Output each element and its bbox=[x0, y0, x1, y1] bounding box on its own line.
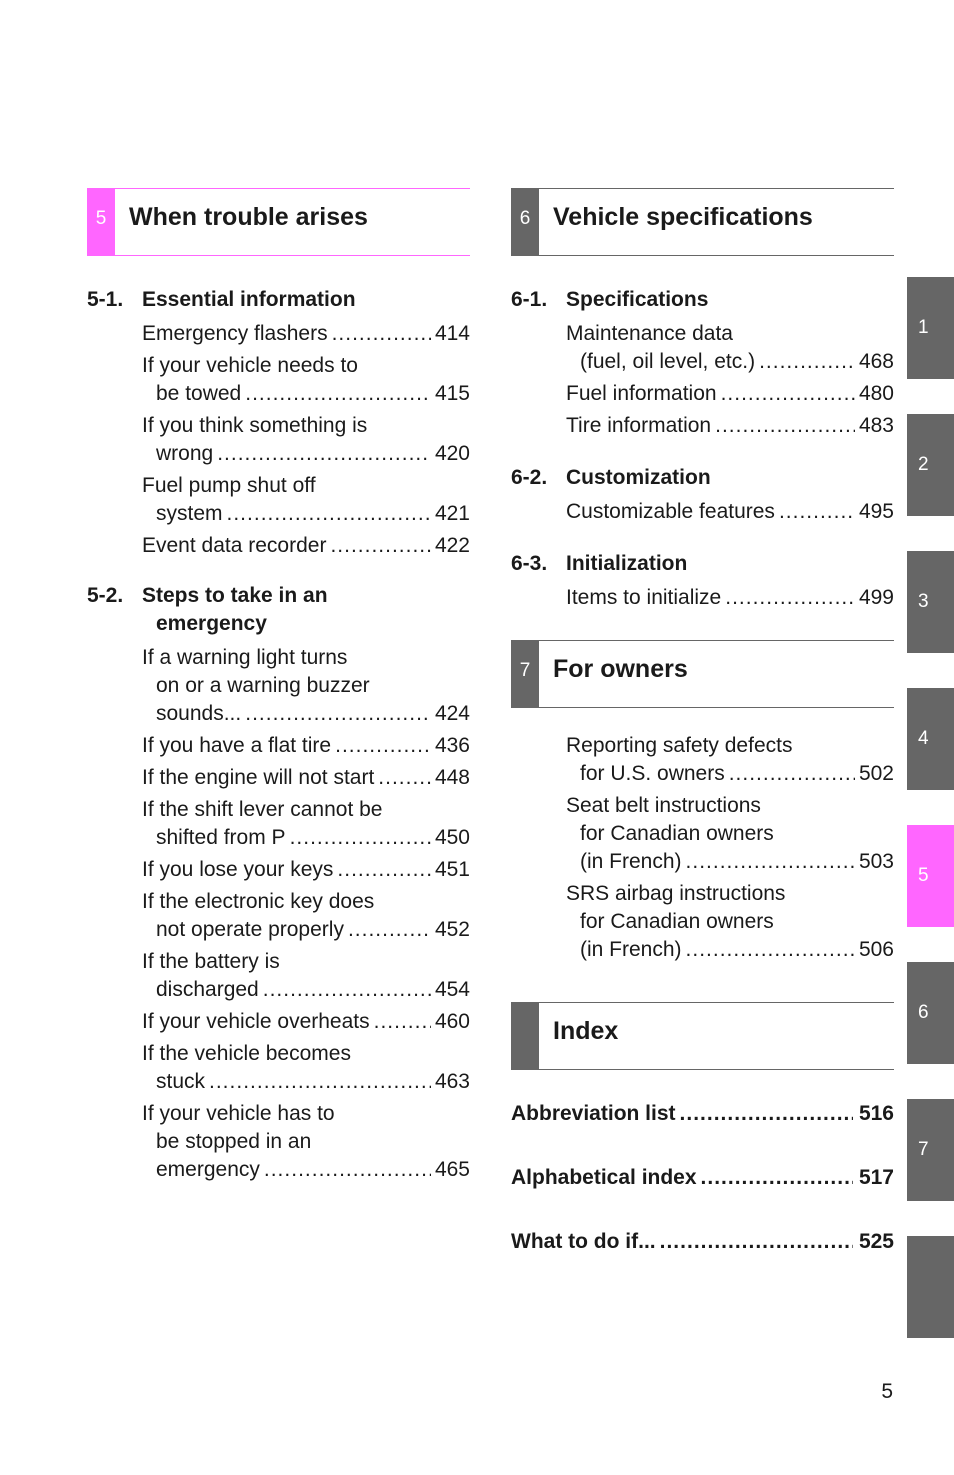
page-ref: 499 bbox=[858, 586, 894, 609]
chapter-7-header[interactable] bbox=[511, 640, 894, 708]
dot-leader bbox=[779, 498, 855, 526]
entry-text: Fuel information bbox=[566, 382, 717, 405]
section-title-text: Initialization bbox=[566, 552, 688, 575]
section-title[interactable] bbox=[511, 286, 894, 314]
entry-text: stuck bbox=[156, 1070, 206, 1093]
toc-entry[interactable] bbox=[566, 732, 894, 788]
toc-entry[interactable] bbox=[142, 1008, 470, 1036]
section-entries bbox=[87, 644, 470, 1184]
dot-leader bbox=[209, 1068, 431, 1096]
page-ref: 424 bbox=[434, 702, 470, 725]
entry-text: be stopped in an bbox=[156, 1130, 312, 1153]
section-number: 5-1. bbox=[87, 288, 124, 311]
left-sections bbox=[87, 256, 470, 1184]
dot-leader bbox=[245, 380, 431, 408]
toc-entry[interactable] bbox=[142, 412, 470, 468]
toc-entry[interactable] bbox=[566, 792, 894, 876]
entry-last-line bbox=[566, 498, 894, 526]
page-ref: 516 bbox=[858, 1102, 894, 1125]
entry-text: system bbox=[156, 502, 223, 525]
toc-entry[interactable] bbox=[142, 796, 470, 852]
entry-last-line bbox=[566, 412, 894, 440]
page-ref: 452 bbox=[434, 918, 470, 941]
toc-entry[interactable] bbox=[142, 856, 470, 884]
chapter-tab-5[interactable]: 5 bbox=[907, 825, 954, 927]
dot-leader bbox=[332, 320, 431, 348]
entry-text: discharged bbox=[156, 978, 259, 1001]
section-title-text: Customization bbox=[566, 466, 711, 489]
section-title[interactable] bbox=[87, 286, 470, 314]
page-ref: 465 bbox=[434, 1158, 470, 1181]
index-entry[interactable] bbox=[511, 1100, 894, 1128]
section-number: 6-1. bbox=[511, 288, 548, 311]
toc-entry[interactable] bbox=[566, 380, 894, 408]
page-ref: 422 bbox=[434, 534, 470, 557]
chapter-tab-index[interactable] bbox=[907, 1236, 954, 1338]
entry-text: for Canadian owners bbox=[580, 910, 774, 933]
dot-leader bbox=[227, 500, 431, 528]
toc-entry[interactable] bbox=[142, 352, 470, 408]
entry-text: If the battery is bbox=[142, 950, 280, 973]
dot-leader bbox=[374, 1008, 431, 1036]
dot-leader bbox=[725, 584, 855, 612]
entry-last-line bbox=[566, 584, 894, 612]
entry-last-line bbox=[142, 1068, 470, 1096]
dot-leader bbox=[701, 1164, 853, 1192]
entry-last-line bbox=[142, 1008, 470, 1036]
toc-entry[interactable] bbox=[142, 732, 470, 760]
entry-text: Customizable features bbox=[566, 500, 775, 523]
entry-text: on or a warning buzzer bbox=[156, 674, 370, 697]
page-ref: 483 bbox=[858, 414, 894, 437]
index-entries bbox=[511, 1070, 894, 1256]
page-ref: 420 bbox=[434, 442, 470, 465]
page-ref: 436 bbox=[434, 734, 470, 757]
toc-section bbox=[87, 286, 470, 560]
toc-entry[interactable] bbox=[142, 948, 470, 1004]
entry-text: be towed bbox=[156, 382, 242, 405]
entry-last-line bbox=[566, 936, 894, 964]
chapter-tab-1[interactable]: 1 bbox=[907, 277, 954, 379]
page-ref: 480 bbox=[858, 382, 894, 405]
page-ref: 502 bbox=[858, 762, 894, 785]
entry-text: sounds... bbox=[156, 702, 242, 725]
entry-last-line bbox=[142, 856, 470, 884]
entry-last-line bbox=[142, 380, 470, 408]
chapter-5-header[interactable] bbox=[87, 188, 470, 256]
entry-last-line bbox=[142, 500, 470, 528]
entry-last-line bbox=[142, 320, 470, 348]
chapter-number-badge: 5 bbox=[87, 188, 115, 256]
page-ref: 451 bbox=[434, 858, 470, 881]
section-entries bbox=[511, 320, 894, 440]
entry-text: Seat belt instructions bbox=[566, 794, 761, 817]
entry-text: If a warning light turns bbox=[142, 646, 348, 669]
entry-text: wrong bbox=[156, 442, 214, 465]
entry-text: Emergency flashers bbox=[142, 322, 328, 345]
index-entry[interactable] bbox=[511, 1228, 894, 1256]
dot-leader bbox=[217, 440, 431, 468]
entry-last-line bbox=[142, 764, 470, 792]
chapter-title: Vehicle specifications bbox=[553, 203, 813, 231]
page-ref: 506 bbox=[858, 938, 894, 961]
dot-leader bbox=[686, 848, 855, 876]
dot-leader bbox=[686, 936, 855, 964]
chapter-7-entries bbox=[511, 708, 894, 964]
section-number: 5-2. bbox=[87, 584, 124, 607]
index-header[interactable] bbox=[511, 1002, 894, 1070]
section-entries bbox=[511, 498, 894, 526]
index-entry-label: What to do if... bbox=[511, 1230, 656, 1253]
right-column bbox=[511, 188, 894, 1256]
entry-text: emergency bbox=[156, 1158, 260, 1181]
page-ref: 503 bbox=[858, 850, 894, 873]
entry-text: If the vehicle becomes bbox=[142, 1042, 351, 1065]
entry-text: If the engine will not start bbox=[142, 766, 375, 789]
toc-entry[interactable] bbox=[566, 412, 894, 440]
entry-text: Tire information bbox=[566, 414, 712, 437]
chapter-6-header[interactable] bbox=[511, 188, 894, 256]
entry-text: Reporting safety defects bbox=[566, 734, 793, 757]
toc-entry[interactable] bbox=[142, 532, 470, 560]
section-number: 6-2. bbox=[511, 466, 548, 489]
dot-leader bbox=[335, 732, 431, 760]
entry-text: If the electronic key does bbox=[142, 890, 375, 913]
entry-last-line bbox=[142, 700, 470, 728]
entry-text: If your vehicle needs to bbox=[142, 354, 358, 377]
chapter-tab-4[interactable]: 4 bbox=[907, 688, 954, 790]
entry-last-line bbox=[566, 380, 894, 408]
index-entry-label: Alphabetical index bbox=[511, 1166, 697, 1189]
dot-leader bbox=[330, 532, 431, 560]
chapter-tab-2[interactable]: 2 bbox=[907, 414, 954, 516]
section-title-text: Specifications bbox=[566, 288, 709, 311]
dot-leader bbox=[264, 1156, 431, 1184]
chapter-number-badge: 7 bbox=[511, 640, 539, 708]
index-badge bbox=[511, 1002, 539, 1070]
page-ref: 463 bbox=[434, 1070, 470, 1093]
section-number: 6-3. bbox=[511, 552, 548, 575]
toc-entry[interactable] bbox=[566, 880, 894, 964]
entry-text: Items to initialize bbox=[566, 586, 722, 609]
toc-entry[interactable] bbox=[142, 320, 470, 348]
dot-leader bbox=[759, 348, 855, 376]
entry-last-line bbox=[142, 440, 470, 468]
entry-text: (in French) bbox=[580, 850, 682, 873]
entry-text: If the shift lever cannot be bbox=[142, 798, 383, 821]
page-ref: 517 bbox=[858, 1166, 894, 1189]
entry-text: for Canadian owners bbox=[580, 822, 774, 845]
entry-text: Maintenance data bbox=[566, 322, 733, 345]
section-title[interactable] bbox=[511, 550, 894, 578]
entry-last-line bbox=[566, 848, 894, 876]
dot-leader bbox=[721, 380, 855, 408]
chapter-tab-7[interactable]: 7 bbox=[907, 1099, 954, 1201]
chapter-tab-3[interactable]: 3 bbox=[907, 551, 954, 653]
chapter-tab-6[interactable]: 6 bbox=[907, 962, 954, 1064]
toc-entry[interactable] bbox=[142, 888, 470, 944]
entry-last-line bbox=[566, 348, 894, 376]
entry-text: (in French) bbox=[580, 938, 682, 961]
entry-text: If you have a flat tire bbox=[142, 734, 332, 757]
section-entries bbox=[87, 320, 470, 560]
entry-last-line bbox=[142, 532, 470, 560]
entry-last-line bbox=[142, 824, 470, 852]
entry-text: not operate properly bbox=[156, 918, 344, 941]
index-title: Index bbox=[553, 1017, 619, 1045]
dot-leader bbox=[729, 760, 855, 788]
page-ref: 421 bbox=[434, 502, 470, 525]
entry-last-line bbox=[142, 732, 470, 760]
toc-entry[interactable] bbox=[142, 644, 470, 728]
page-ref: 468 bbox=[858, 350, 894, 373]
entry-text: for U.S. owners bbox=[580, 762, 725, 785]
toc-section bbox=[511, 464, 894, 526]
dot-leader bbox=[290, 824, 431, 852]
entry-last-line bbox=[142, 916, 470, 944]
toc-section bbox=[511, 550, 894, 612]
chapter-title: For owners bbox=[553, 655, 688, 683]
entry-last-line bbox=[142, 976, 470, 1004]
toc-entry[interactable] bbox=[566, 320, 894, 376]
dot-leader bbox=[337, 856, 431, 884]
toc-section bbox=[87, 582, 470, 1184]
section-entries bbox=[511, 584, 894, 612]
entry-text: Fuel pump shut off bbox=[142, 474, 316, 497]
toc-entry[interactable] bbox=[566, 498, 894, 526]
entry-last-line bbox=[566, 760, 894, 788]
dot-leader bbox=[348, 916, 431, 944]
page-ref: 454 bbox=[434, 978, 470, 1001]
chapter-6-sections bbox=[511, 256, 894, 612]
entry-text: SRS airbag instructions bbox=[566, 882, 786, 905]
toc-section bbox=[511, 286, 894, 440]
toc-entry[interactable] bbox=[142, 472, 470, 528]
entry-text: If you think something is bbox=[142, 414, 368, 437]
page-ref: 525 bbox=[858, 1230, 894, 1253]
toc-entry[interactable] bbox=[566, 584, 894, 612]
dot-leader bbox=[660, 1228, 853, 1256]
section-title-text: emergency bbox=[156, 612, 267, 635]
dot-leader bbox=[715, 412, 855, 440]
entry-text: If you lose your keys bbox=[142, 858, 334, 881]
page-ref: 415 bbox=[434, 382, 470, 405]
toc-entry[interactable] bbox=[142, 1040, 470, 1096]
dot-leader bbox=[245, 700, 431, 728]
dot-leader bbox=[680, 1100, 853, 1128]
entry-last-line bbox=[142, 1156, 470, 1184]
page-ref: 495 bbox=[858, 500, 894, 523]
chapter-title: When trouble arises bbox=[129, 203, 368, 231]
chapter-number-badge: 6 bbox=[511, 188, 539, 256]
page-ref: 448 bbox=[434, 766, 470, 789]
entry-text: If your vehicle has to bbox=[142, 1102, 335, 1125]
entry-text: shifted from P bbox=[156, 826, 286, 849]
entry-text: Event data recorder bbox=[142, 534, 327, 557]
section-title[interactable] bbox=[87, 582, 470, 638]
section-title-text: Essential information bbox=[142, 288, 356, 311]
dot-leader bbox=[263, 976, 431, 1004]
section-title-text: Steps to take in an bbox=[142, 584, 328, 607]
entry-text: If your vehicle overheats bbox=[142, 1010, 370, 1033]
toc-entry[interactable] bbox=[142, 1100, 470, 1184]
dot-leader bbox=[378, 764, 431, 792]
toc-entry[interactable] bbox=[142, 764, 470, 792]
entry-text: (fuel, oil level, etc.) bbox=[580, 350, 756, 373]
page-number: 5 bbox=[881, 1380, 893, 1403]
page-ref: 460 bbox=[434, 1010, 470, 1033]
index-entry-label: Abbreviation list bbox=[511, 1102, 676, 1125]
left-column bbox=[87, 188, 470, 1188]
page-ref: 450 bbox=[434, 826, 470, 849]
index-entry[interactable] bbox=[511, 1164, 894, 1192]
section-title[interactable] bbox=[511, 464, 894, 492]
page-ref: 414 bbox=[434, 322, 470, 345]
